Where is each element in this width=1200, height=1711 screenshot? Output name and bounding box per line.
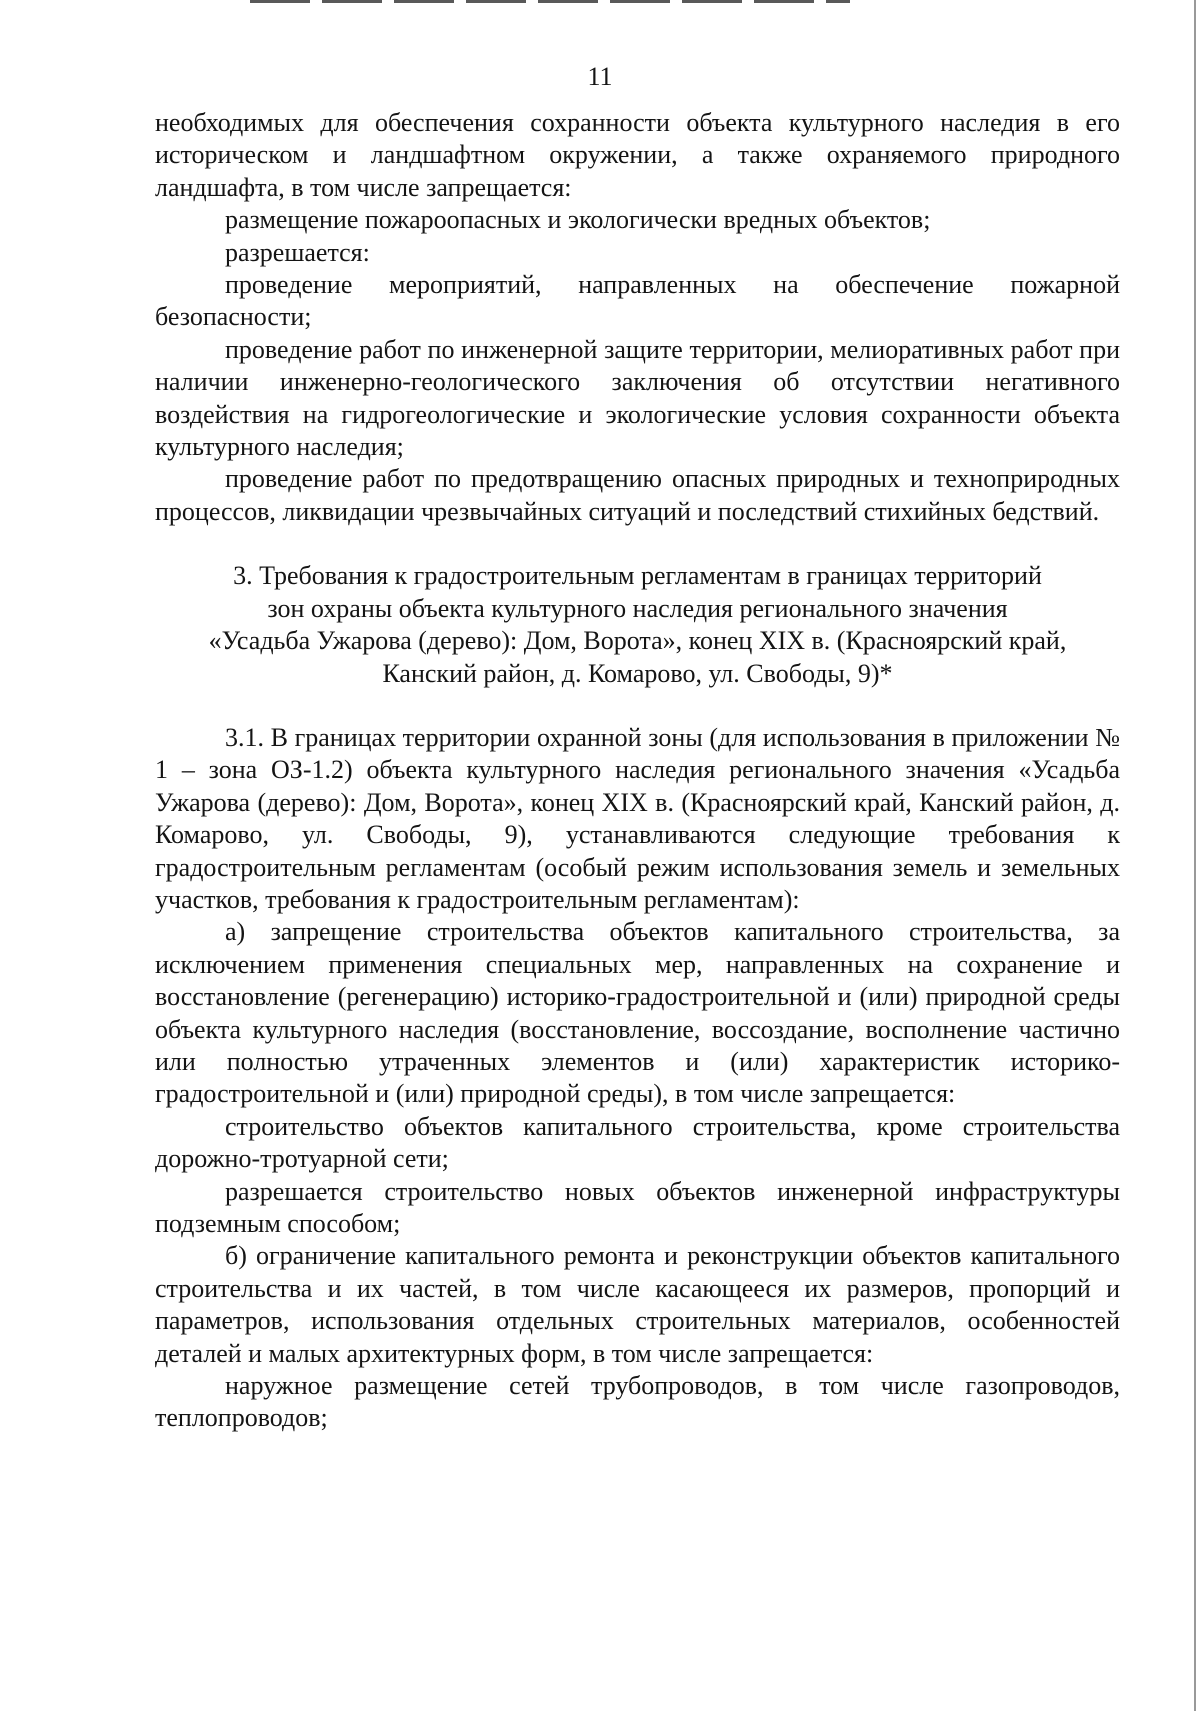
paragraph: проведение мероприятий, направленных на обеспечение пожарной безопасности; <box>155 270 1120 332</box>
scan-artifact-top <box>250 0 850 3</box>
paragraph: необходимых для обеспечения сохранности объекта культурного наследия в его историческом и ландшафтном окружении, а также охраняемого природного ландшафта, в том числе запрещается: <box>155 108 1120 202</box>
paragraph: б) ограничение капитального ремонта и реконструкции объектов капитального строительства и их частей, в том числе касающееся их размеров, пропорций и параметров, использования отдельных строительных материалов, особенностей деталей и малых архитектурных форм, в том числе запрещается: <box>155 1241 1120 1368</box>
page-number: 11 <box>587 62 613 91</box>
document-body <box>155 107 1120 1435</box>
section-heading <box>155 560 1120 690</box>
paragraph: 3.1. В границах территории охранной зоны (для использования в приложении № 1 – зона ОЗ-1.2) объекта культурного наследия регионального значения «Усадьба Ужарова (дерево): Дом, Ворота», конец XIX в. (Красноярский край, Канский район, д. Комарово, ул. Свободы, 9), устанавливаются следующие требования к градостроительным регламентам (особый режим использования земель и земельных участков, требования к градостроительным регламентам): <box>155 722 1120 914</box>
paragraph: проведение работ по предотвращению опасных природных и техноприродных процессов, ликвидации чрезвычайных ситуаций и последствий стихийных бедствий. <box>155 464 1120 526</box>
section-heading-line: 3. Требования к градостроительным регламентам в границах территорий <box>233 561 1042 591</box>
section-heading-line: «Усадьба Ужарова (дерево): Дом, Ворота», конец XIX в. (Красноярский край, <box>208 626 1067 656</box>
paragraph: размещение пожароопасных и экологически вредных объектов; <box>225 205 931 235</box>
paragraph: проведение работ по инженерной защите территории, мелиоративных работ при наличии инженерно-геологического заключения об отсутствии негативного воздействия на гидрогеологические и экологические условия сохранности объекта культурного наследия; <box>155 334 1120 462</box>
scan-artifact-right-edge <box>1194 0 1196 1711</box>
paragraph: наружное размещение сетей трубопроводов, в том числе газопроводов, теплопроводов; <box>155 1371 1120 1433</box>
paragraph: а) запрещение строительства объектов капитального строительства, за исключением применения специальных мер, направленных на сохранение и восстановление (регенерацию) историко-градостроительной и (или) природной среды объекта культурного наследия (восстановление, воссоздание, восполнение частично или полностью утраченных элементов и (или) характеристик историко-градостроительной и (или) природной среды), в том числе запрещается: <box>155 917 1120 1109</box>
paragraph: разрешается строительство новых объектов инженерной инфраструктуры подземным способом; <box>155 1176 1120 1238</box>
section-heading-line: Канский район, д. Комарово, ул. Свободы, 9)* <box>382 658 893 688</box>
section-heading-line: зон охраны объекта культурного наследия регионального значения <box>267 593 1008 623</box>
paragraph: строительство объектов капитального строительства, кроме строительства дорожно-тротуарной сети; <box>155 1111 1120 1174</box>
paragraph: разрешается: <box>225 237 370 267</box>
